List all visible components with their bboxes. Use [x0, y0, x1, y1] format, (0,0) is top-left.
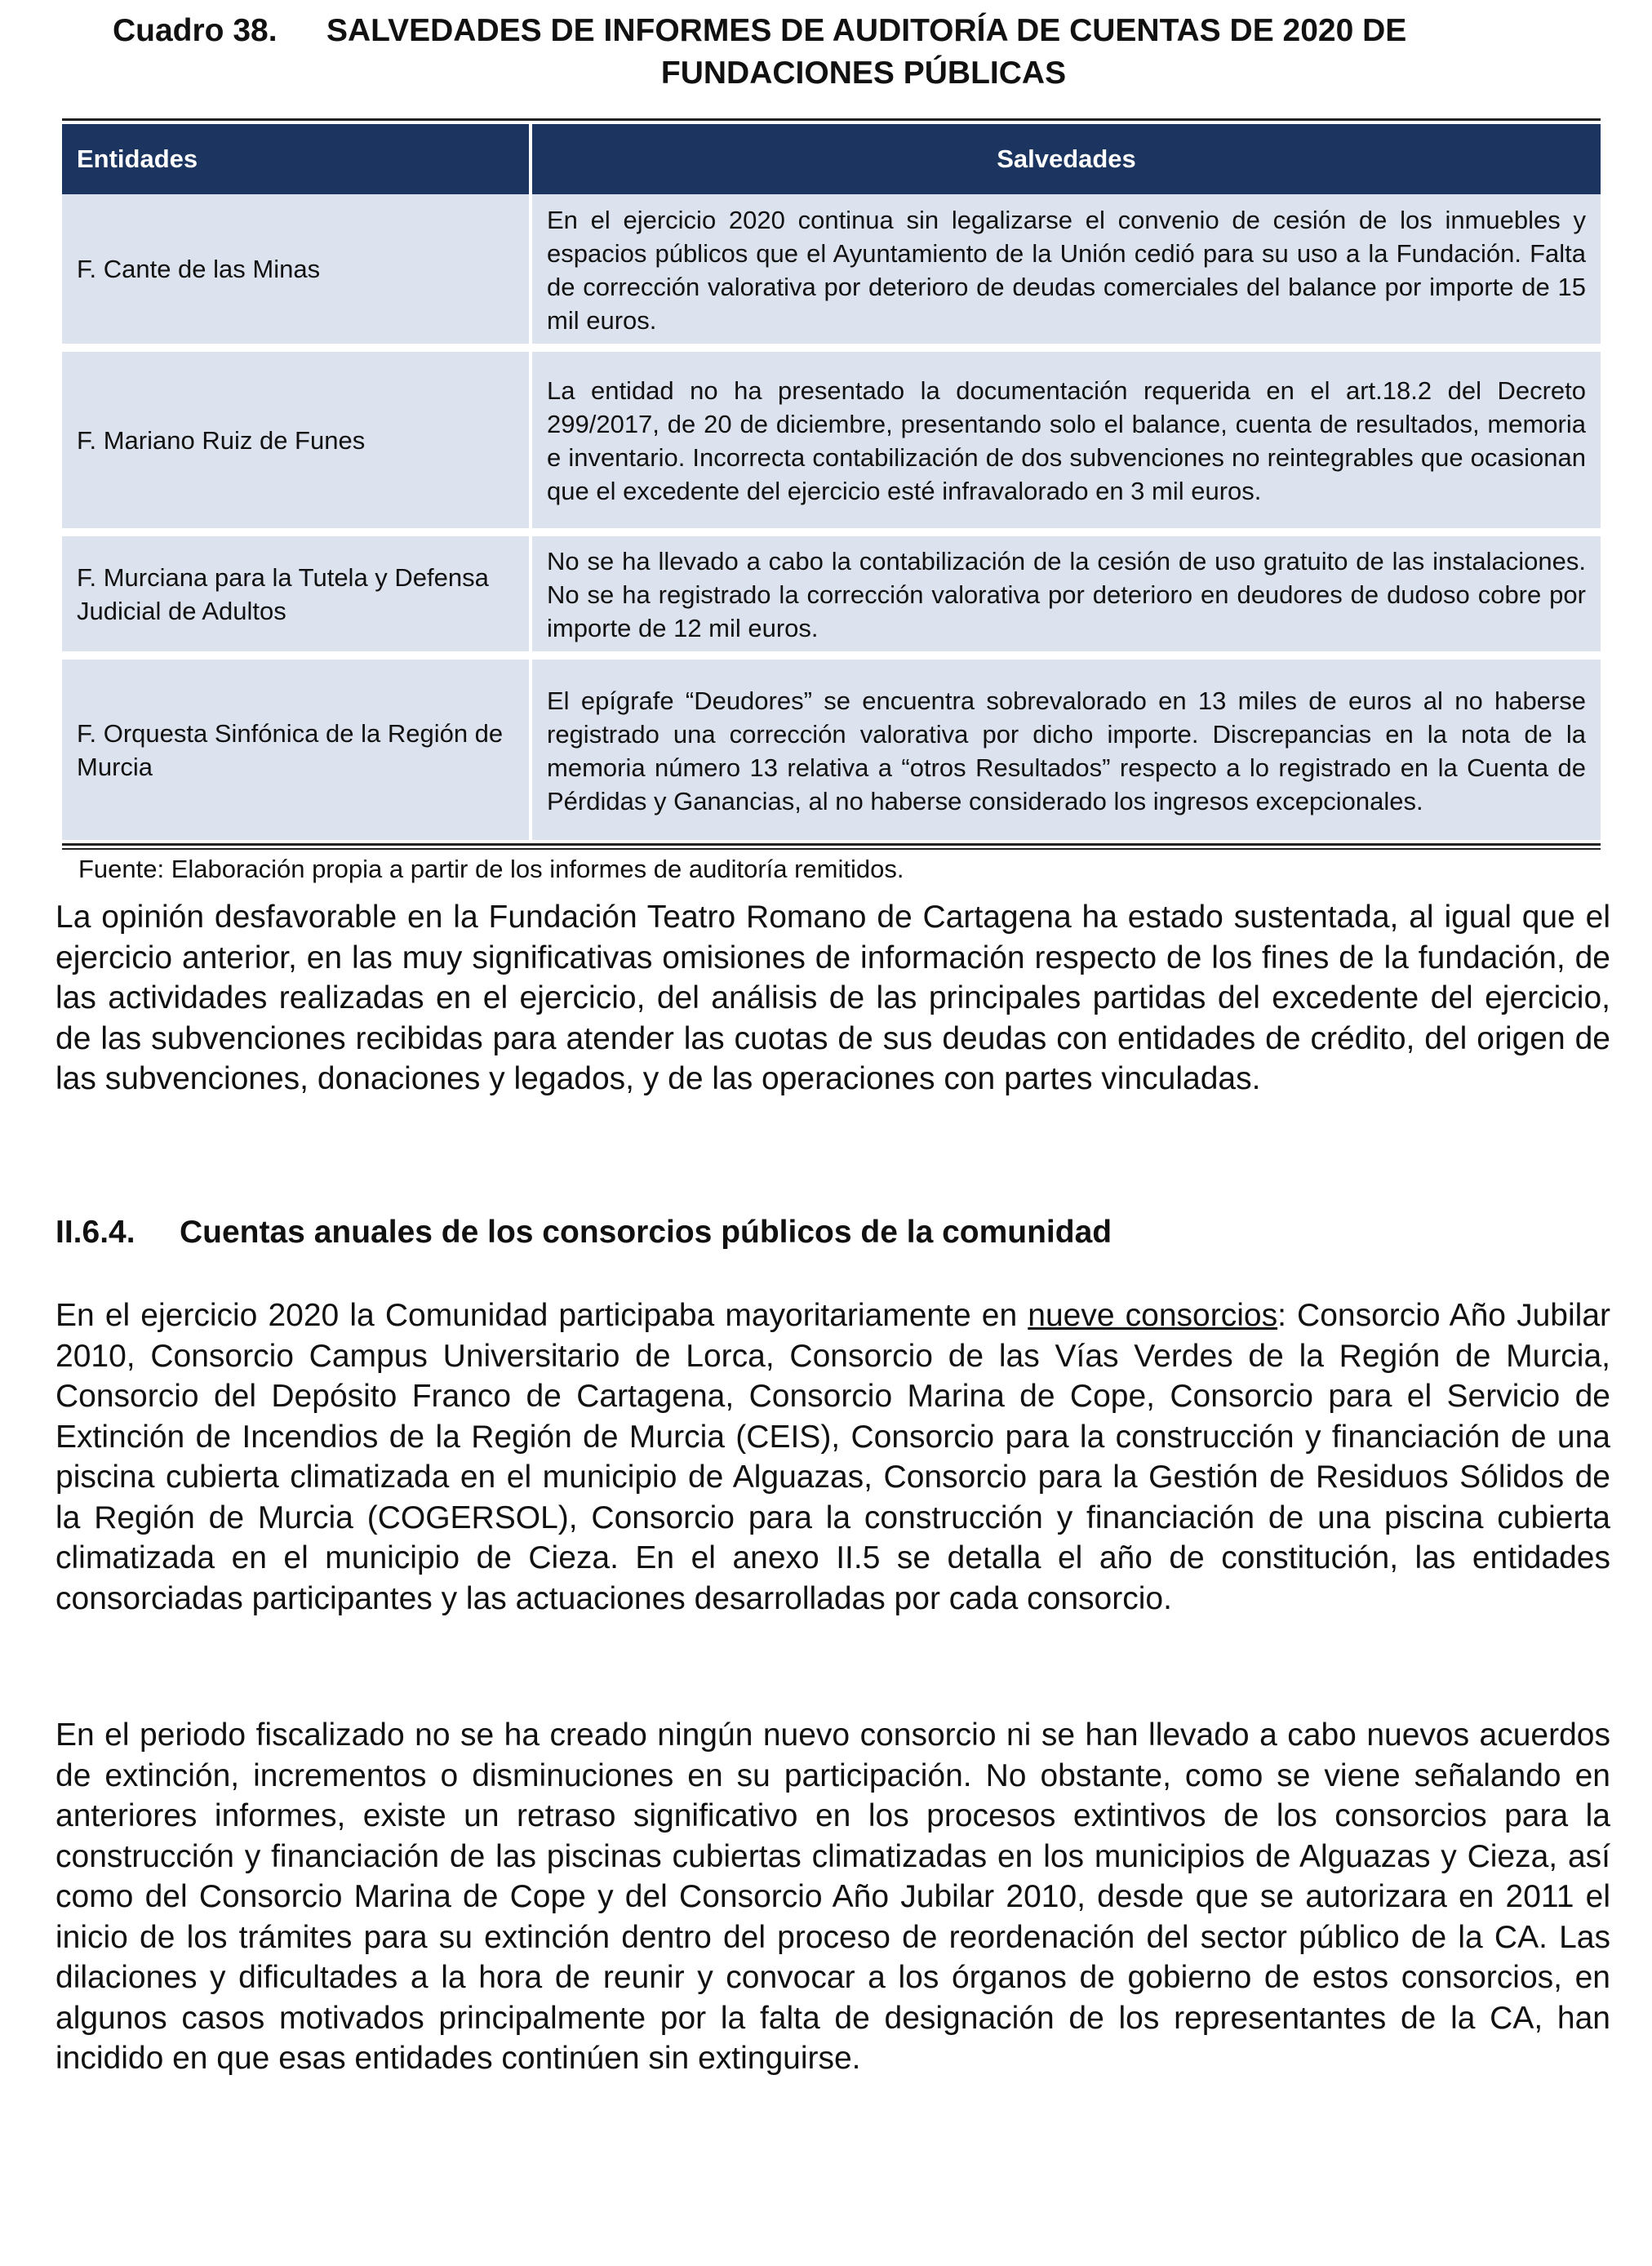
entity-cell: F. Orquesta Sinfónica de la Región de Murcia: [62, 655, 531, 840]
section-number: II.6.4.: [56, 1215, 135, 1250]
table-row: [62, 348, 1601, 532]
table-top-rule: [62, 118, 1601, 121]
table-row: [62, 194, 1601, 348]
caption-number: Cuadro 38.: [113, 13, 278, 48]
paragraph-consorcios-start: En el ejercicio 2020 la Comunidad participaba mayoritariamente en: [56, 1298, 1028, 1333]
table-source-note: Fuente: Elaboración propia a partir de los informes de auditoría remitidos.: [78, 855, 904, 883]
caption-title-line1: SALVEDADES DE INFORMES DE AUDITORÍA DE CUENTAS DE 2020 DE: [326, 13, 1407, 48]
table-row: [62, 655, 1601, 840]
entity-cell: F. Mariano Ruiz de Funes: [62, 348, 531, 532]
paragraph-extincion: En el periodo fiscalizado no se ha creado ningún nuevo consorcio ni se han llevado a cabo nuevos acuerdos de extinción, incrementos o disminuciones en su participación. No obstante, como se viene señalando en anteriores informes, existe un retraso significativo en los procesos extintivos de los consorcios para la construcción y financiación de las piscinas cubiertas climatizadas en los municipios de Alguazas y Cieza, así como del Consorcio Marina de Cope y del Consorcio Año Jubilar 2010, desde que se autorizara en 2011 el inicio de los trámites para su extinción dentro del proceso de reordenación del sector público de la CA. Las dilaciones y dificultades a la hora de reunir y convocar a los órganos de gobierno de estos consorcios, en algunos casos motivados principalmente por la falta de designación de los representantes de la CA, han incidido en que esas entidades continúen sin extinguirse.: [56, 1717, 1610, 2076]
nueve-consorcios-underlined: nueve consorcios: [1028, 1298, 1278, 1333]
qualification-cell: No se ha llevado a cabo la contabilización de la cesión de uso gratuito de las instalaciones. No se ha registrado la corrección valorativa por deterioro en deudores de dudoso cobre por importe de 12 mil euros.: [531, 532, 1601, 655]
table-header-row: [62, 124, 1601, 194]
header-entidades: Entidades: [62, 124, 531, 194]
section-title: Cuentas anuales de los consorcios públicos de la comunidad: [180, 1215, 1112, 1250]
paragraph-teatro-romano: La opinión desfavorable en la Fundación Teatro Romano de Cartagena ha estado sustentada, al igual que el ejercicio anterior, en las muy significativas omisiones de información respecto de los fines de la fundación, de las actividades realizadas en el ejercicio, del análisis de las principales partidas del excedente del ejercicio, de las subvenciones recibidas para atender las cuotas de sus deudas con entidades de crédito, del origen de las subvenciones, donaciones y legados, y de las operaciones con partes vinculadas.: [56, 900, 1610, 1096]
qualification-cell: En el ejercicio 2020 continua sin legalizarse el convenio de cesión de los inmuebles y espacios públicos que el Ayuntamiento de la Unión cedió para su uso a la Fundación. Falta de corrección valorativa por deterioro de deudas comerciales del balance por importe de 15 mil euros.: [531, 194, 1601, 348]
caption-title-line2: FUNDACIONES PÚBLICAS: [660, 56, 1067, 91]
table-bottom-rule-2: [62, 848, 1601, 850]
paragraph-consorcios-end: : Consorcio Año Jubilar 2010, Consorcio Campus Universitario de Lorca, Consorcio de las Vías Verdes de la Región de Murcia, Consorcio del Depósito Franco de Cartagena, Consorcio Marina de Cope, Consorcio para el Servicio de Extinción de Incendios de la Región de Murcia (CEIS), Consorcio para la construcción y financiación de una piscina cubierta climatizada en el municipio de Alguazas, Consorcio para la Gestión de Residuos Sólidos de la Región de Murcia (COGERSOL), Consorcio para la construcción y financiación de una piscina cubierta climatizada en el municipio de Cieza. En el anexo II.5 se detalla el año de constitución, las entidades consorciadas participantes y las actuaciones desarrolladas por cada consorcio.: [56, 1298, 1610, 1616]
table-caption: [113, 10, 1614, 95]
paragraph-consorcios: [56, 1295, 1610, 1619]
section-heading: [56, 1215, 1112, 1251]
table-bottom-rule: [62, 843, 1601, 846]
entity-cell: F. Cante de las Minas: [62, 194, 531, 348]
entity-cell: F. Murciana para la Tutela y Defensa Judicial de Adultos: [62, 532, 531, 655]
qualification-cell: El epígrafe “Deudores” se encuentra sobrevalorado en 13 miles de euros al no haberse registrado una corrección valorativa por dicho importe. Discrepancias en la nota de la memoria número 13 relativa a “otros Resultados” respecto a lo registrado en la Cuenta de Pérdidas y Ganancias, al no haberse considerado los ingresos excepcionales.: [531, 655, 1601, 840]
qualification-cell: La entidad no ha presentado la documentación requerida en el art.18.2 del Decreto 299/2017, de 20 de diciembre, presentando solo el balance, cuenta de resultados, memoria e inventario. Incorrecta contabilización de dos subvenciones no reintegrables que ocasionan que el excedente del ejercicio esté infravalorado en 3 mil euros.: [531, 348, 1601, 532]
table-row: [62, 532, 1601, 655]
qualifications-table: [62, 118, 1601, 884]
table: [62, 124, 1601, 840]
header-salvedades: Salvedades: [531, 124, 1601, 194]
